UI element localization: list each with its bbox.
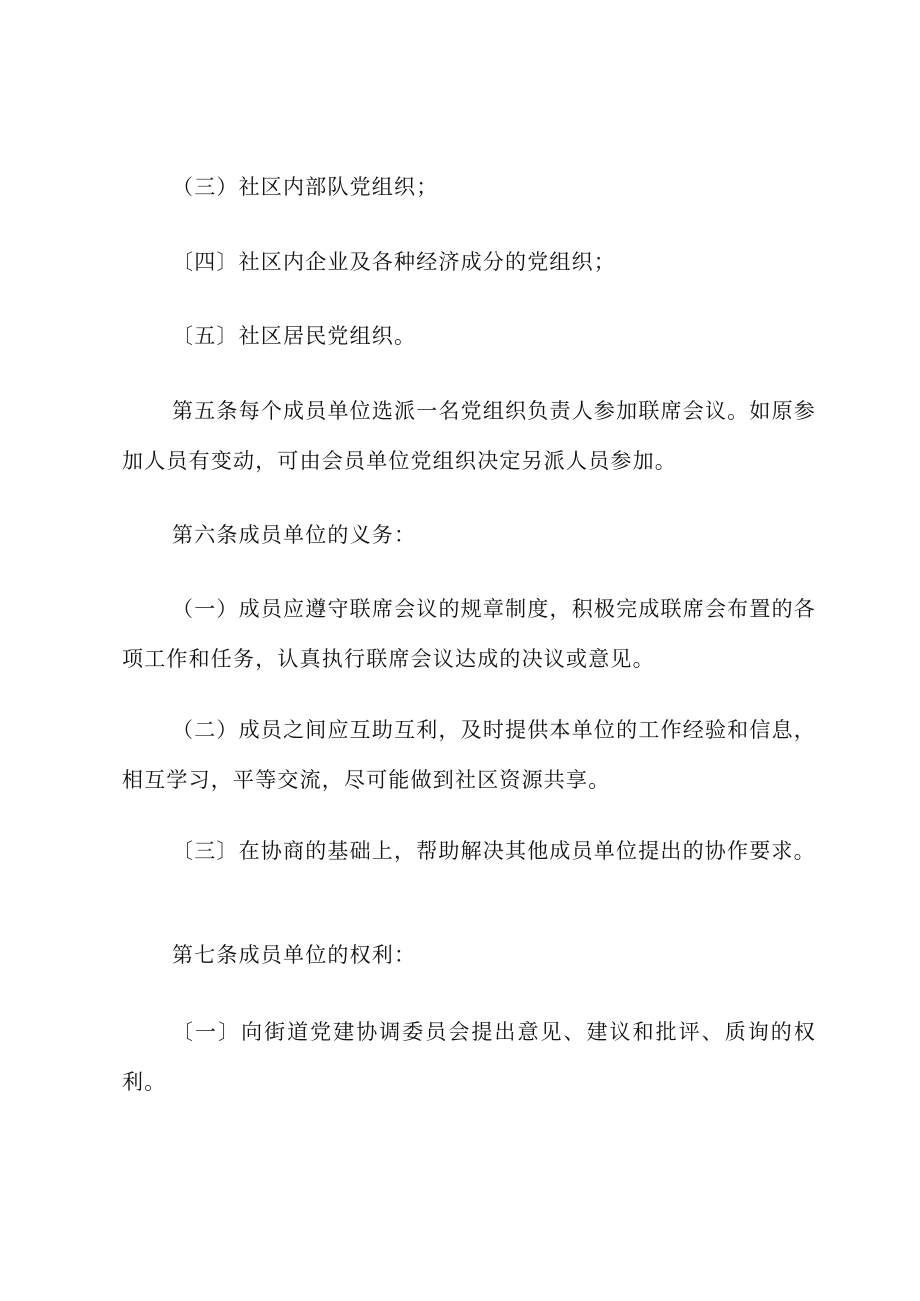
clause-item-4-party-org-enterprise: 〔四〕社区内企业及各种经济成分的党组织； (172, 250, 616, 274)
article-6-duty-3: 〔三〕在协商的基础上，帮助解决其他成员单位提出的协作要求。 (172, 839, 816, 863)
article-6-duty-1: （一）成员应遵守联席会议的规章制度，积极完成联席会布置的各项工作和任务，认真执行联席会议达成的决议或意见。 (122, 597, 816, 671)
article-6-duty-2: （二）成员之间应互助互利，及时提供本单位的工作经验和信息，相互学习，平等交流，尽可能做到社区资源共享。 (122, 718, 816, 792)
article-5-paragraph: 第五条每个成员单位选派一名党组织负责人参加联席会议。如原参加人员有变动，可由会员单位党组织决定另派人员参加。 (122, 399, 816, 473)
article-7-heading: 第七条成员单位的权利： (172, 943, 417, 967)
article-7-right-1: 〔一〕向街道党建协调委员会提出意见、建议和批评、质询的权利。 (122, 1020, 816, 1094)
article-6-heading: 第六条成员单位的义务： (172, 523, 417, 547)
clause-item-3-party-org-army: （三）社区内部队党组织； (172, 175, 439, 199)
clause-item-5-party-org-residents: 〔五〕社区居民党组织。 (172, 324, 417, 348)
